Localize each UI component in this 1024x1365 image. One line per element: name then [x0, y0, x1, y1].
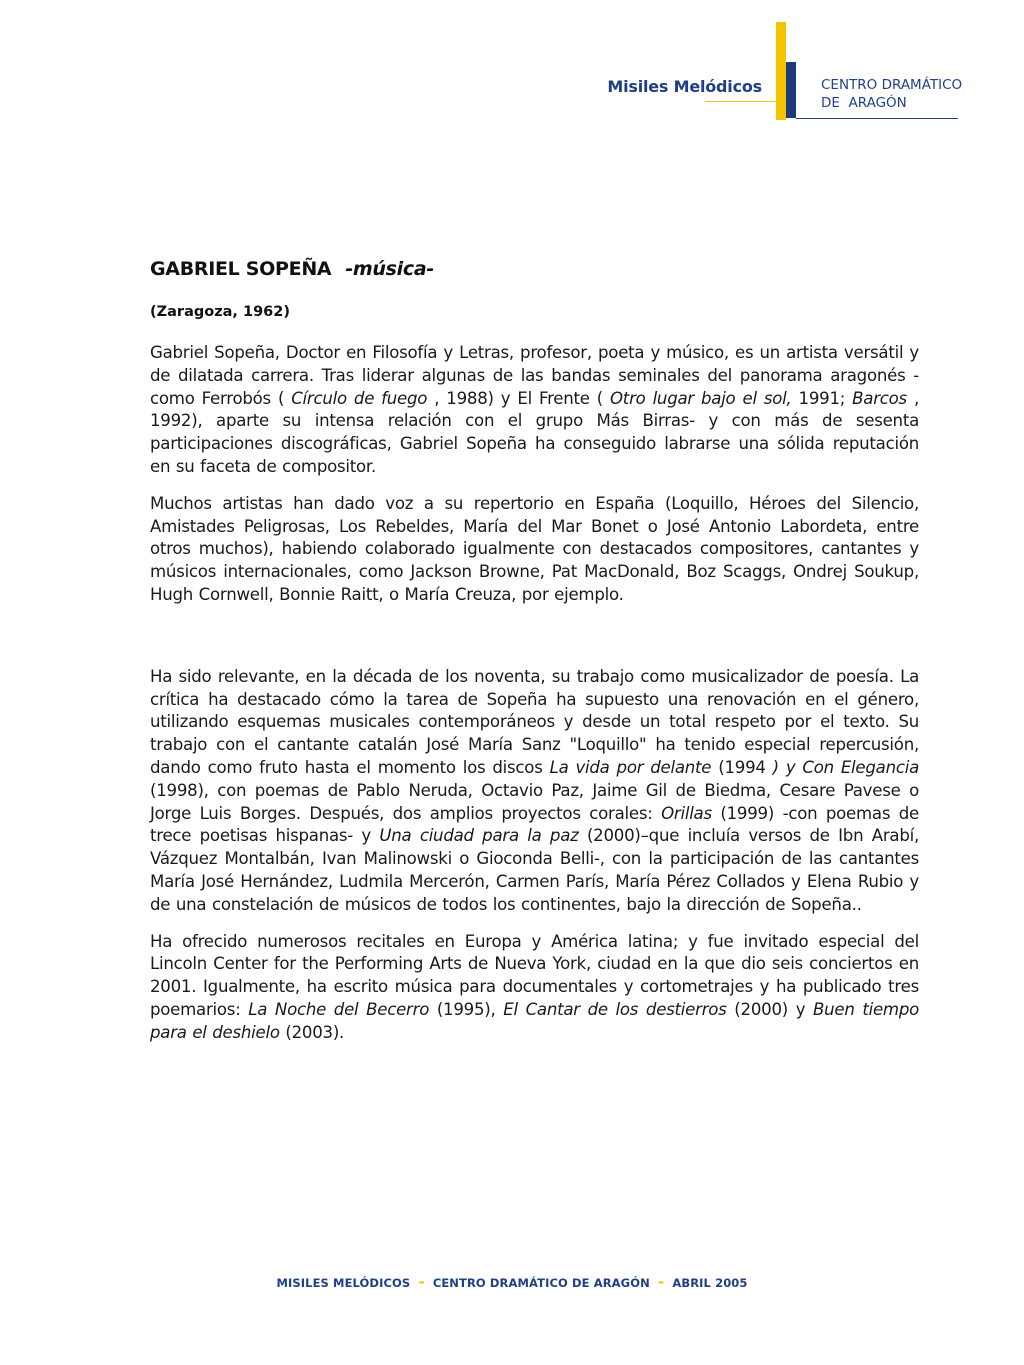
- page-footer: [0, 1273, 1024, 1291]
- italic-title: Orillas: [661, 803, 712, 823]
- italic-title: Buen tiempo para el deshielo: [150, 999, 920, 1042]
- text-span: (1995),: [429, 999, 504, 1019]
- text-span: (2003).: [279, 1022, 345, 1042]
- italic-title: Una ciudad para la paz: [379, 826, 579, 846]
- header-organization: [821, 76, 962, 112]
- artist-role: -música-: [345, 258, 434, 280]
- logo-yellow-bar: [776, 22, 786, 120]
- header-left-rule: [705, 101, 777, 102]
- text-span: , 1988) y El Frente (: [427, 388, 610, 408]
- header-organization-line2: DE ARAGÓN: [821, 95, 907, 111]
- header-left-title: Misiles Melódicos: [607, 77, 762, 96]
- italic-title: Barcos: [852, 388, 907, 408]
- text-span: (1999) -con poemas de trece poetisas hispanas- y: [150, 803, 920, 846]
- footer-project: MISILES MELÓDICOS: [276, 1276, 411, 1290]
- logo-navy-bar: [786, 62, 796, 118]
- artist-name: GABRIEL SOPEÑA: [150, 258, 332, 280]
- italic-title: ) y Con Elegancia: [772, 757, 919, 777]
- footer-date: ABRIL 2005: [672, 1276, 748, 1290]
- paragraph-3: [150, 666, 919, 917]
- text-span: , 1992), aparte su intensa relación con el grupo Más Birras- y con más de sesenta participaciones discográficas, Gabriel Sopeña ha conseguido labrarse una sólida reputación en su faceta de compositor.: [150, 388, 919, 476]
- italic-title: La Noche del Becerro: [248, 999, 430, 1019]
- italic-title: Círculo de fuego: [291, 388, 428, 408]
- text-span: Ha ofrecido numerosos recitales en Europa y América latina; y fue invitado especial del Lincoln Center for the Performing Arts de Nueva York, ciudad en la que dio seis conciertos en 2001. Igualmente, ha escrito música para documentales y cortometrajes y ha publicado tres poemarios:: [150, 931, 919, 1019]
- text-span: (2000)–que incluía versos de Ibn Arabí, Vázquez Montalbán, Ivan Malinowski o Gioconda Belli-, con la participación de las cantantes María José Hernández, Ludmila Mercerón, Carmen París, María Pérez Collados y Elena Rubio y de una constelación de músicos de todos los continentes, bajo la dirección de Sopeña..: [150, 826, 919, 914]
- text-span: Gabriel Sopeña, Doctor en Filosofía y Letras, profesor, poeta y músico, es un artista versátil y de dilatada carrera. Tras liderar algunas de las bandas seminales del panorama aragonés -como Ferrobós (: [150, 343, 919, 408]
- footer-organization: CENTRO DRAMÁTICO DE ARAGÓN: [432, 1276, 650, 1290]
- paragraph-2: [150, 493, 919, 607]
- italic-title: Otro lugar bajo el sol,: [610, 388, 792, 408]
- text-span: Muchos artistas han dado voz a su repertorio en España (Loquillo, Héroes del Silencio, Amistades Peligrosas, Los Rebeldes, María del Mar Bonet o José Antonio Labordeta, entre otros muchos), habiendo colaborado igualmente con destacados compositores, cantantes y músicos internacionales, como Jackson Browne, Pat MacDonald, Boz Scaggs, Ondrej Soukup, Hugh Cornwell, Bonnie Raitt, o María Creuza, por ejemplo.: [150, 493, 919, 604]
- paragraph-1: [150, 342, 919, 479]
- footer-separator: -: [418, 1273, 425, 1291]
- header-right-rule: [796, 118, 958, 119]
- italic-title: El Cantar de los destierros: [503, 999, 727, 1019]
- article: [150, 258, 919, 1045]
- footer-separator: -: [657, 1273, 665, 1291]
- text-span: Ha sido relevante, en la década de los noventa, su trabajo como musicalizador de poesía. La crítica ha destacado cómo la tarea de Sopeña ha supuesto una renovación en el género, utilizando esquemas musicales contemporáneos y desde un total respeto por el texto. Su trabajo con el cantante catalán José María Sanz "Loquillo" ha tenido especial repercusión, dando como fruto hasta el momento los discos: [150, 666, 919, 777]
- article-title: [150, 258, 919, 288]
- paragraph-4: [150, 931, 919, 1045]
- artist-origin: (Zaragoza, 1962): [150, 304, 290, 320]
- header-organization-line1: CENTRO DRAMÁTICO: [821, 77, 963, 93]
- text-span: (2000) y: [726, 999, 813, 1019]
- italic-title: La vida por delante: [549, 757, 712, 777]
- text-span: 1991;: [791, 388, 853, 408]
- text-span: (1994: [711, 757, 773, 777]
- text-span: (1998), con poemas de Pablo Neruda, Octavio Paz, Jaime Gil de Biedma, Cesare Pavese o Jorge Luis Borges. Después, dos amplios proyectos corales:: [150, 780, 919, 823]
